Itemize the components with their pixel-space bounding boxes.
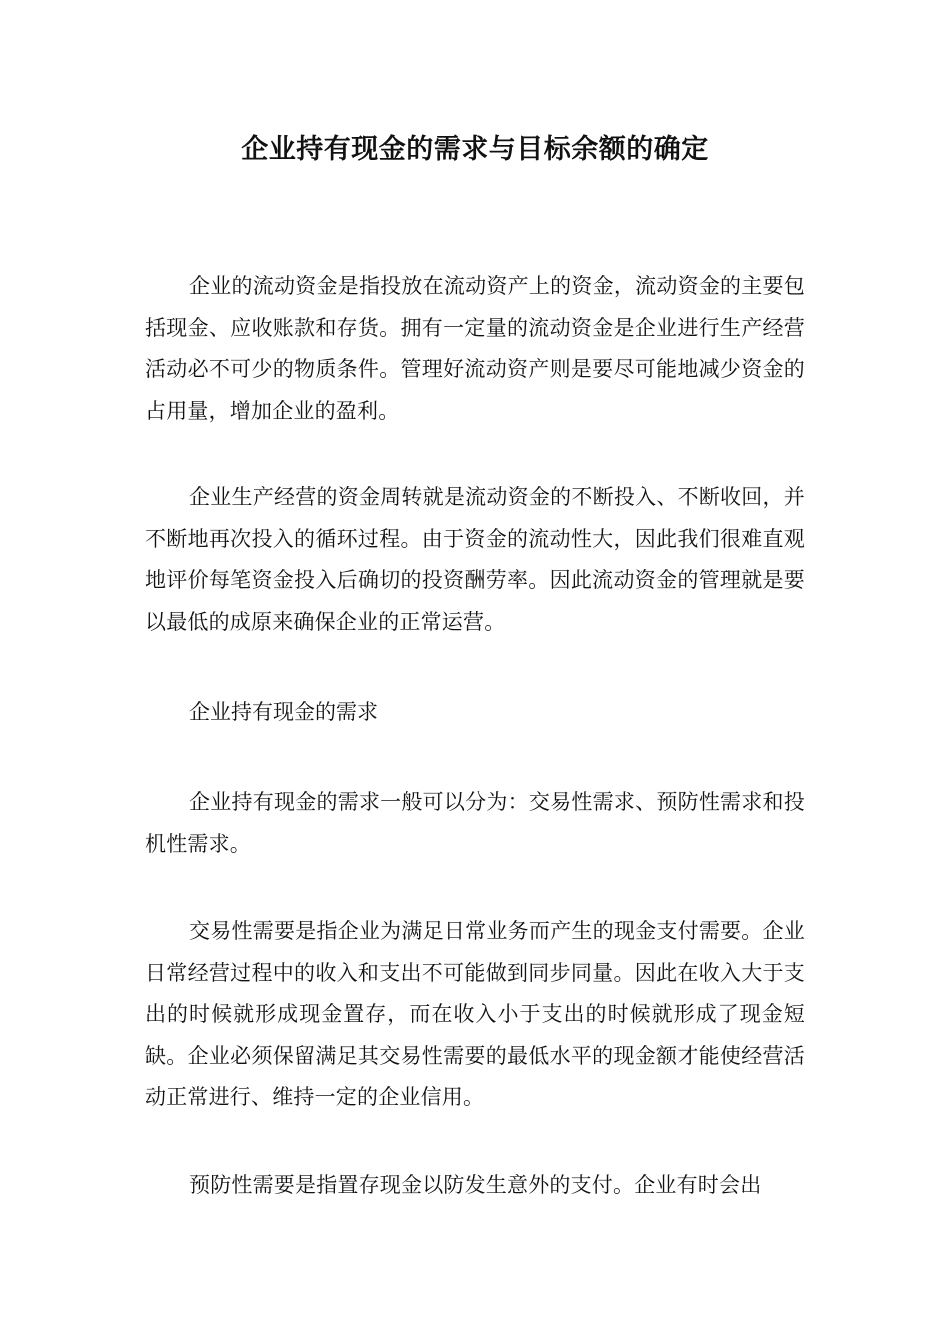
section-heading-cash-demand: 企业持有现金的需求 [189, 700, 378, 724]
paragraph-working-capital: 企业的流动资金是指投放在流动资产上的资金，流动资金的主要包括现金、应收账款和存货。拥有一定量的流动资金是企业进行生产经营活动必不可少的物质条件。管理好流动资产则是要尽可能地减少资金的占用量，增加企业的盈利。 [145, 274, 805, 423]
paragraph-demand-types: 企业持有现金的需求一般可以分为：交易性需求、预防性需求和投机性需求。 [145, 790, 805, 856]
paragraph-precautionary-demand: 预防性需要是指置存现金以防发生意外的支付。企业有时会出 [189, 1173, 762, 1197]
document-title: 企业持有现金的需求与目标余额的确定 [241, 134, 709, 165]
paragraph-capital-turnover: 企业生产经营的资金周转就是流动资金的不断投入、不断收回，并不断地再次投入的循环过程。由于资金的流动性大，因此我们很难直观地评价每笔资金投入后确切的投资酬劳率。因此流动资金的管理就是要以最低的成原来确保企业的正常运营。 [145, 485, 805, 634]
paragraph-transaction-demand: 交易性需要是指企业为满足日常业务而产生的现金支付需要。企业日常经营过程中的收入和支出不可能做到同步同量。因此在收入大于支出的时候就形成现金置存，而在收入小于支出的时候就形成了现金短缺。企业必须保留满足其交易性需要的最低水平的现金额才能使经营活动正常进行、维持一定的企业信用。 [145, 919, 805, 1109]
